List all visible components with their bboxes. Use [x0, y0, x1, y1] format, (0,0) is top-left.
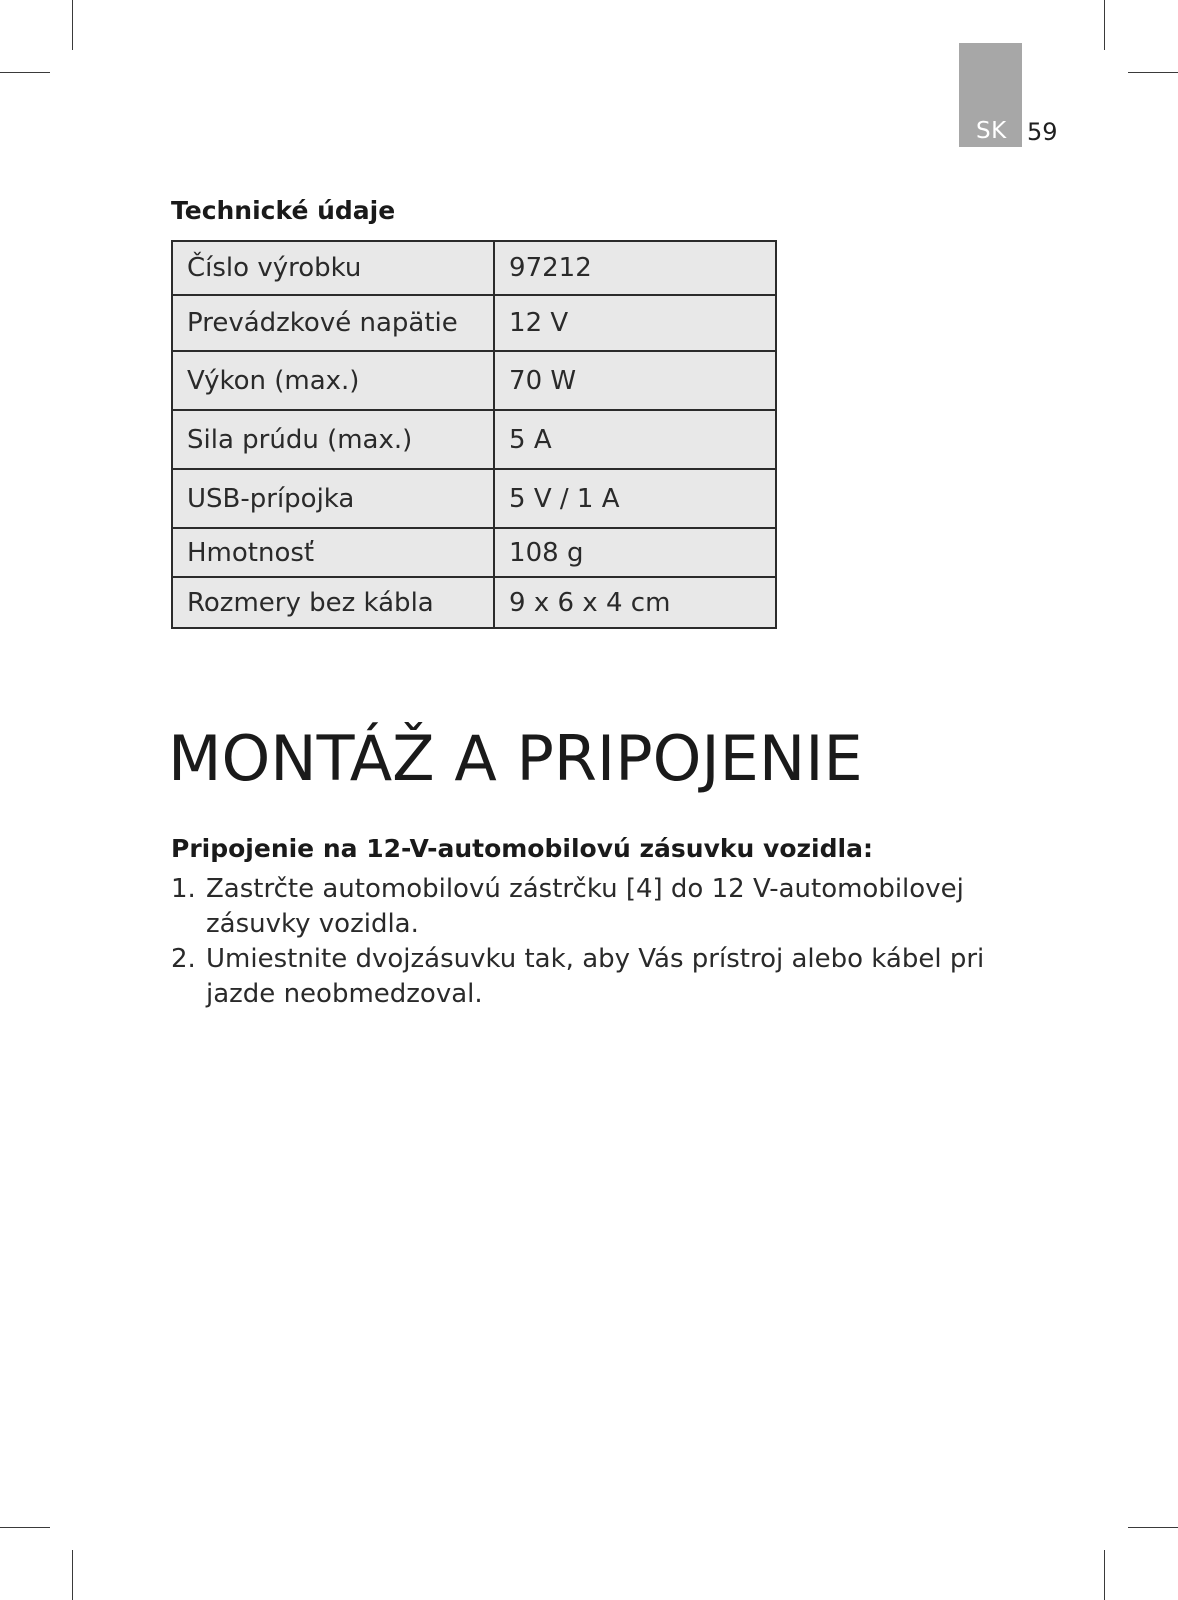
crop-mark	[1128, 72, 1178, 73]
crop-mark	[0, 72, 50, 73]
technical-data-table	[171, 240, 777, 629]
table-row	[172, 469, 776, 528]
spec-label: USB-prípojka	[172, 469, 494, 528]
connection-subheading: Pripojenie na 12-V-automobilovú zásuvku vozidla:	[171, 834, 873, 863]
table-row	[172, 351, 776, 410]
table-row	[172, 410, 776, 469]
table-row	[172, 241, 776, 295]
spec-value: 5 A	[494, 410, 776, 469]
spec-label: Číslo výrobku	[172, 241, 494, 295]
section-title: MONTÁŽ A PRIPOJENIE	[168, 722, 863, 795]
crop-mark	[0, 1527, 50, 1528]
spec-value: 9 x 6 x 4 cm	[494, 577, 776, 628]
step-number: 2.	[171, 944, 196, 974]
instruction-list	[171, 872, 1051, 1012]
crop-mark	[1104, 0, 1105, 50]
crop-mark	[72, 1550, 73, 1600]
list-item	[171, 942, 1051, 1012]
step-text: Umiestnite dvojzásuvku tak, aby Vás prístroj alebo kábel pri jazde neobmedzoval.	[206, 944, 985, 1009]
step-number: 1.	[171, 874, 196, 904]
spec-label: Rozmery bez kábla	[172, 577, 494, 628]
crop-mark	[1128, 1527, 1178, 1528]
page-number: 59	[1027, 118, 1058, 146]
crop-mark	[1104, 1550, 1105, 1600]
spec-label: Sila prúdu (max.)	[172, 410, 494, 469]
list-item	[171, 872, 1051, 942]
spec-value: 5 V / 1 A	[494, 469, 776, 528]
table-row	[172, 577, 776, 628]
step-text: Zastrčte automobilovú zástrčku [4] do 12 V-automobilovej zásuvky vozidla.	[206, 874, 964, 939]
table-row	[172, 295, 776, 351]
spec-value: 12 V	[494, 295, 776, 351]
spec-value: 70 W	[494, 351, 776, 410]
spec-value: 108 g	[494, 528, 776, 577]
table-row	[172, 528, 776, 577]
spec-value: 97212	[494, 241, 776, 295]
spec-label: Prevádzkové napätie	[172, 295, 494, 351]
technical-data-heading: Technické údaje	[171, 196, 396, 225]
language-code: SK	[976, 118, 1007, 144]
crop-mark	[72, 0, 73, 50]
spec-label: Hmotnosť	[172, 528, 494, 577]
spec-label: Výkon (max.)	[172, 351, 494, 410]
